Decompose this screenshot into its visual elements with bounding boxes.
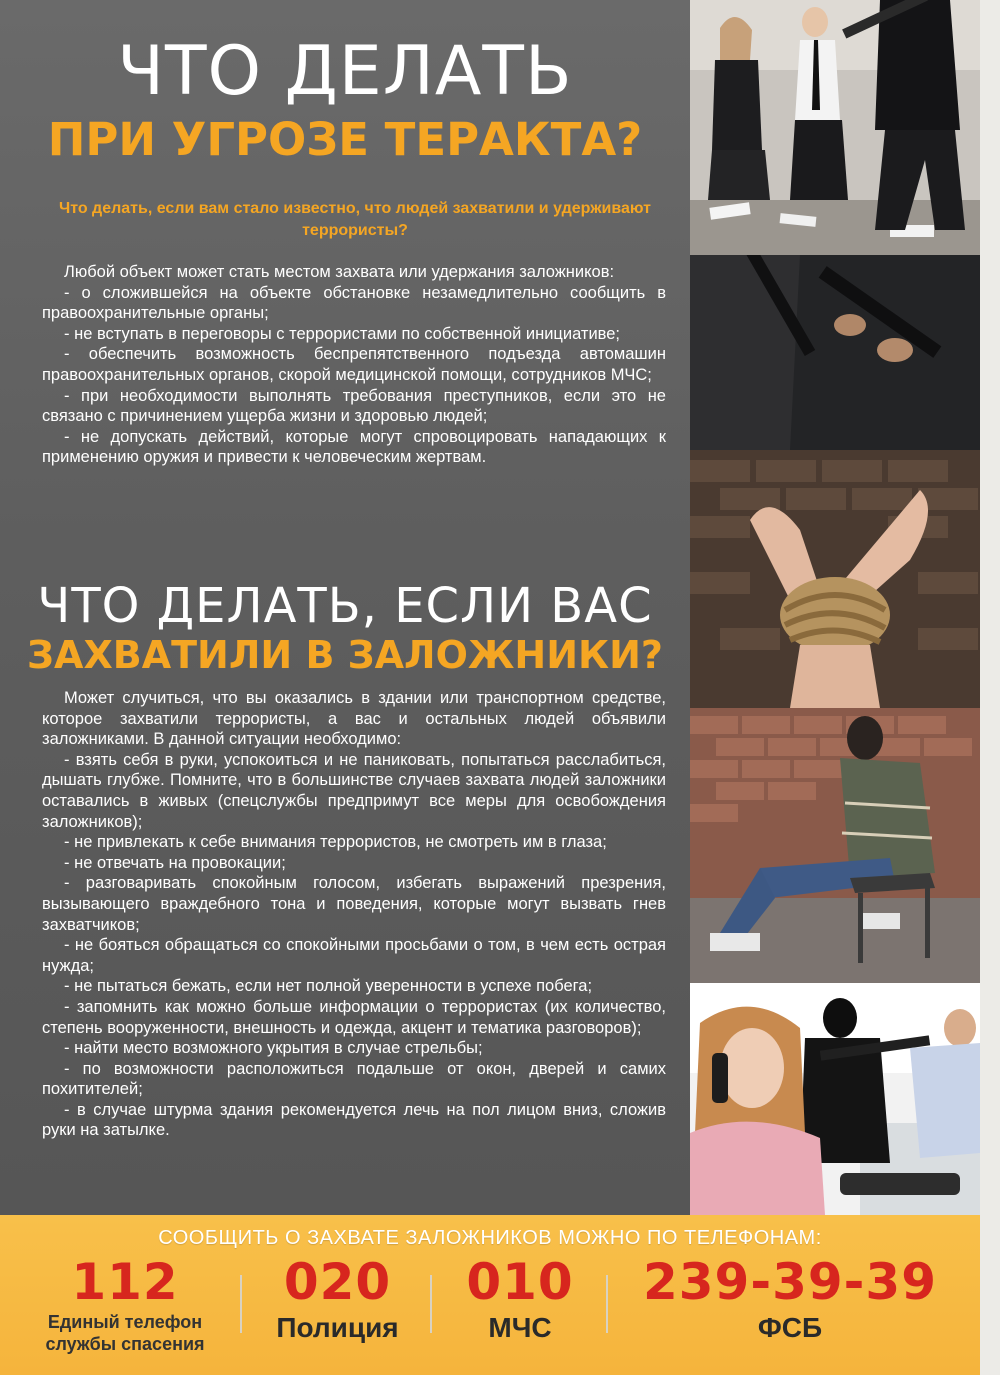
separator <box>430 1275 432 1333</box>
section1-item: - не допускать действий, которые могут спровоцировать нападающих к применению оружия и привести к человеческим жертвам. <box>42 427 666 467</box>
phone-020[interactable] <box>255 1253 420 1345</box>
section2-item: - по возможности расположиться подальше от окон, дверей и самих похитителей; <box>42 1059 666 1099</box>
photo-woman-on-phone <box>690 983 980 1215</box>
main-title-line2: ПРИ УГРОЗЕ ТЕРАКТА? <box>47 113 643 166</box>
section1-subtitle: Что делать, если вам стало известно, что людей захватили и удерживают террористы? <box>58 200 652 239</box>
section2-item: - разговаривать спокойным голосом, избегать выражений презрения, вызывающего враждебного тона и поведения, которые могут вызвать гнев захватчиков; <box>42 874 666 934</box>
section2-item: - не бояться обращаться со спокойными просьбами о том, в чем есть острая нужда; <box>42 936 666 975</box>
section2-title-line2: ЗАХВАТИЛИ В ЗАЛОЖНИКИ? <box>27 633 663 677</box>
section2-item: - найти место возможного укрытия в случае стрельбы; <box>64 1039 483 1058</box>
section2-body <box>42 688 666 1141</box>
section1-item: - обеспечить возможность беспрепятственного подъезда автомашин правоохранительных органов, скорой медицинской помощи, сотрудников МЧС; <box>42 345 666 384</box>
section1-item: - при необходимости выполнять требования преступников, если это не связано с причинением ущерба жизни и здоровью людей; <box>42 386 666 426</box>
phone-label: службы спасения <box>45 1334 205 1354</box>
section1-item: - не вступать в переговоры с террористами по собственной инициативе; <box>64 324 621 343</box>
photo-office-hostages <box>690 0 980 255</box>
section2-item: - не отвечать на провокации; <box>64 853 286 872</box>
section2-item: - в случае штурма здания рекомендуется лечь на пол лицом вниз, сложив руки на затылке. <box>42 1100 666 1140</box>
phone-number: 112 <box>71 1253 179 1311</box>
section1-item: - о сложившейся на объекте обстановке незамедлительно сообщить в правоохранительные органы; <box>42 283 666 323</box>
section2-item: - не привлекать к себе внимания террористов, не смотреть им в глаза; <box>64 833 607 852</box>
photo-column <box>690 0 980 1215</box>
section1-body <box>42 262 666 468</box>
emergency-phones-footer <box>0 1215 980 1375</box>
phone-label: Полиция <box>276 1312 399 1343</box>
phone-number: 020 <box>283 1253 392 1311</box>
phone-number: 010 <box>466 1253 574 1311</box>
phone-label: МЧС <box>488 1312 552 1343</box>
page-edge <box>980 0 1000 1375</box>
phone-010[interactable] <box>440 1253 600 1345</box>
footer-heading: СООБЩИТЬ О ЗАХВАТЕ ЗАЛОЖНИКОВ МОЖНО ПО ТЕЛЕФОНАМ: <box>158 1227 822 1249</box>
phone-fsb[interactable] <box>615 1253 965 1345</box>
photo-man-on-chair <box>690 708 980 983</box>
section2-lead: Может случиться, что вы оказались в здании или транспортном средстве, которое захватили террористы, а вас и остальных людей объявили заложниками. В данной ситуации необходимо: <box>42 689 666 749</box>
section1-lead: Любой объект может стать местом захвата или удержания заложников: <box>64 263 615 281</box>
phone-112[interactable] <box>20 1253 230 1355</box>
main-title-line1: ЧТО ДЕЛАТЬ <box>117 32 573 111</box>
section2-item: - взять себя в руки, успокоиться и не паниковать, попытаться расслабиться, дышать глубже. Помните, что в большинстве случаев захвата людей заложники оставались в живых (спецслужбы предпримут все меры для освобождения заложников); <box>42 750 666 831</box>
phone-label: Единый телефон <box>47 1312 203 1332</box>
photo-armed-men <box>690 255 980 450</box>
phone-label: ФСБ <box>757 1312 823 1343</box>
phone-number: 239-39-39 <box>642 1253 938 1311</box>
separator <box>240 1275 242 1333</box>
section2-title-line1: ЧТО ДЕЛАТЬ, ЕСЛИ ВАС <box>37 578 653 634</box>
section2-item: - не пытаться бежать, если нет полной уверенности в успехе побега; <box>64 977 593 996</box>
section2-item: - запомнить как можно больше информации о террористах (их количество, степень вооруженности, внешность и одежда, акцент и тематика разговоров); <box>42 997 666 1037</box>
photo-tied-hands <box>690 450 980 708</box>
separator <box>606 1275 608 1333</box>
